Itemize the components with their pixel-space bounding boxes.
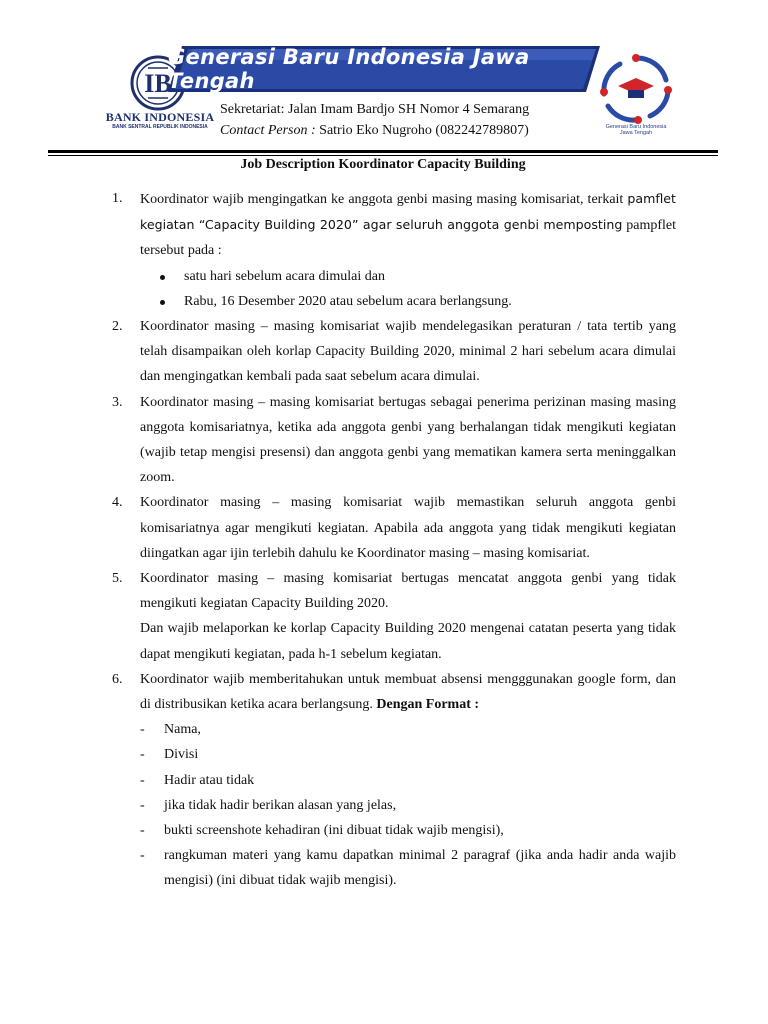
bullet-list bbox=[140, 264, 676, 314]
header-divider-thick bbox=[48, 150, 718, 153]
format-item-text: Divisi bbox=[164, 747, 199, 763]
address-label: Sekretariat: bbox=[220, 102, 285, 117]
address-value: Jalan Imam Bardjo SH Nomor 4 Semarang bbox=[288, 102, 530, 117]
genbi-caption-line-1: Generasi Baru Indonesia bbox=[605, 124, 667, 130]
item-text: Koordinator masing – masing komisariat wajib memastikan seluruh anggota genbi komisariatnya agar mengikuti kegiatan. Apabila ada anggota yang tidak mengikuti kegiatan diingatkan agar ijin terlebih dahulu ke Koordinator masing – masing komisariat. bbox=[140, 495, 676, 561]
item-number: 6. bbox=[112, 671, 123, 687]
format-item-text: rangkuman materi yang kamu dapatkan minimal 2 paragraf (jika anda hadir anda wajib mengisi) (ini dibuat tidak wajib mengisi). bbox=[164, 848, 676, 889]
list-item bbox=[112, 390, 676, 491]
item-text bbox=[140, 667, 676, 717]
bullet-text: satu hari sebelum acara dimulai dan bbox=[184, 268, 385, 284]
item-text: Koordinator masing – masing komisariat bertugas sebagai penerima perizinan masing masing anggota komisariatnya, ketika ada anggota genbi yang berhalangan tidak mengikuti kegiatan (wajib tetap mengisi presensi) dan anggota genbi yang mematikan kamera serta meninggalkan zoom. bbox=[140, 394, 676, 486]
format-list bbox=[140, 717, 676, 893]
item-text-continued: Dan wajib melaporkan ke korlap Capacity Building 2020 mengenai catatan peserta yang tidak dapat mengikuti kegiatan, pada h-1 sebelum kegiatan. bbox=[140, 621, 676, 662]
format-item-text: Nama, bbox=[164, 722, 201, 738]
genbi-caption-line-2: Jawa Tengah bbox=[619, 130, 653, 136]
contact-line bbox=[220, 123, 529, 139]
item-text-part: Koordinator wajib mengingatkan ke anggota genbi masing masing komisariat, terkait bbox=[140, 192, 628, 207]
format-item-text: Hadir atau tidak bbox=[164, 772, 255, 788]
document-body bbox=[112, 186, 676, 894]
dash-marker: - bbox=[140, 722, 145, 738]
document-title: Job Description Koordinator Capacity Building bbox=[240, 157, 526, 172]
item-text-part: Koordinator wajib memberitahukan untuk membuat absensi mengggunakan google form, dan di distribusikan ketika acara berlangsung. bbox=[140, 671, 676, 713]
item-number: 2. bbox=[112, 319, 123, 335]
format-item bbox=[140, 793, 676, 818]
dash-marker: - bbox=[140, 747, 145, 763]
list-item bbox=[112, 566, 676, 667]
item-text bbox=[140, 186, 676, 264]
format-item bbox=[140, 818, 676, 843]
dash-marker: - bbox=[140, 848, 145, 864]
item-text-part: pampflet tersebut pada : bbox=[140, 218, 677, 259]
list-item bbox=[112, 186, 676, 314]
item-number: 4. bbox=[112, 495, 123, 511]
list-item bbox=[112, 314, 676, 390]
bullet-item bbox=[140, 264, 676, 289]
title-banner bbox=[168, 46, 600, 92]
contact-label: Contact Person : bbox=[220, 123, 316, 138]
item-text: Koordinator masing – masing komisariat wajib mendelegasikan peraturan / tata tertib yang telah disampaikan oleh korlap Capacity Building 2020, minimal 2 hari sebelum acara dimulai dan mengingatkan kembali pada saat sebelum acara dimulai. bbox=[140, 319, 676, 385]
format-heading: Dengan Format : bbox=[376, 697, 480, 713]
dash-marker: - bbox=[140, 772, 145, 788]
banner-title: Generasi Baru Indonesia Jawa Tengah bbox=[168, 45, 530, 93]
bullet-dot-icon bbox=[160, 300, 165, 305]
format-item bbox=[140, 742, 676, 767]
list-item bbox=[112, 667, 676, 894]
dash-marker: - bbox=[140, 797, 145, 813]
genbi-caption bbox=[578, 124, 694, 136]
format-item bbox=[140, 843, 676, 893]
bullet-item bbox=[140, 289, 676, 314]
bank-subtitle: BANK SENTRAL REPUBLIK INDONESIA bbox=[112, 124, 208, 130]
item-number: 1. bbox=[112, 191, 123, 206]
letterhead bbox=[0, 0, 768, 150]
item-number: 3. bbox=[112, 394, 123, 410]
format-item-text: bukti screenshote kehadiran (ini dibuat tidak wajib mengisi), bbox=[164, 823, 504, 839]
bank-name: BANK INDONESIA bbox=[105, 110, 215, 124]
list-item bbox=[112, 490, 676, 566]
contact-value: Satrio Eko Nugroho (082242789807) bbox=[319, 123, 529, 138]
format-item bbox=[140, 768, 676, 793]
format-item-text: jika tidak hadir berikan alasan yang jelas, bbox=[164, 797, 397, 813]
item-text: Koordinator masing – masing komisariat bertugas mencatat anggota genbi yang tidak mengikuti kegiatan Capacity Building 2020. bbox=[140, 571, 676, 612]
bullet-dot-icon bbox=[160, 275, 165, 280]
format-item bbox=[140, 717, 676, 742]
job-description-list bbox=[112, 186, 676, 894]
svg-text:IB: IB bbox=[144, 69, 172, 98]
header-divider-thin bbox=[48, 155, 718, 156]
address-line bbox=[220, 102, 529, 118]
bullet-text: Rabu, 16 Desember 2020 atau sebelum acara berlangsung. bbox=[184, 293, 512, 309]
item-text-part: pamflet kegiatan “Capacity Building 2020” agar seluruh anggota genbi memposting bbox=[140, 191, 676, 233]
item-number: 5. bbox=[112, 571, 123, 587]
dash-marker: - bbox=[140, 823, 145, 839]
